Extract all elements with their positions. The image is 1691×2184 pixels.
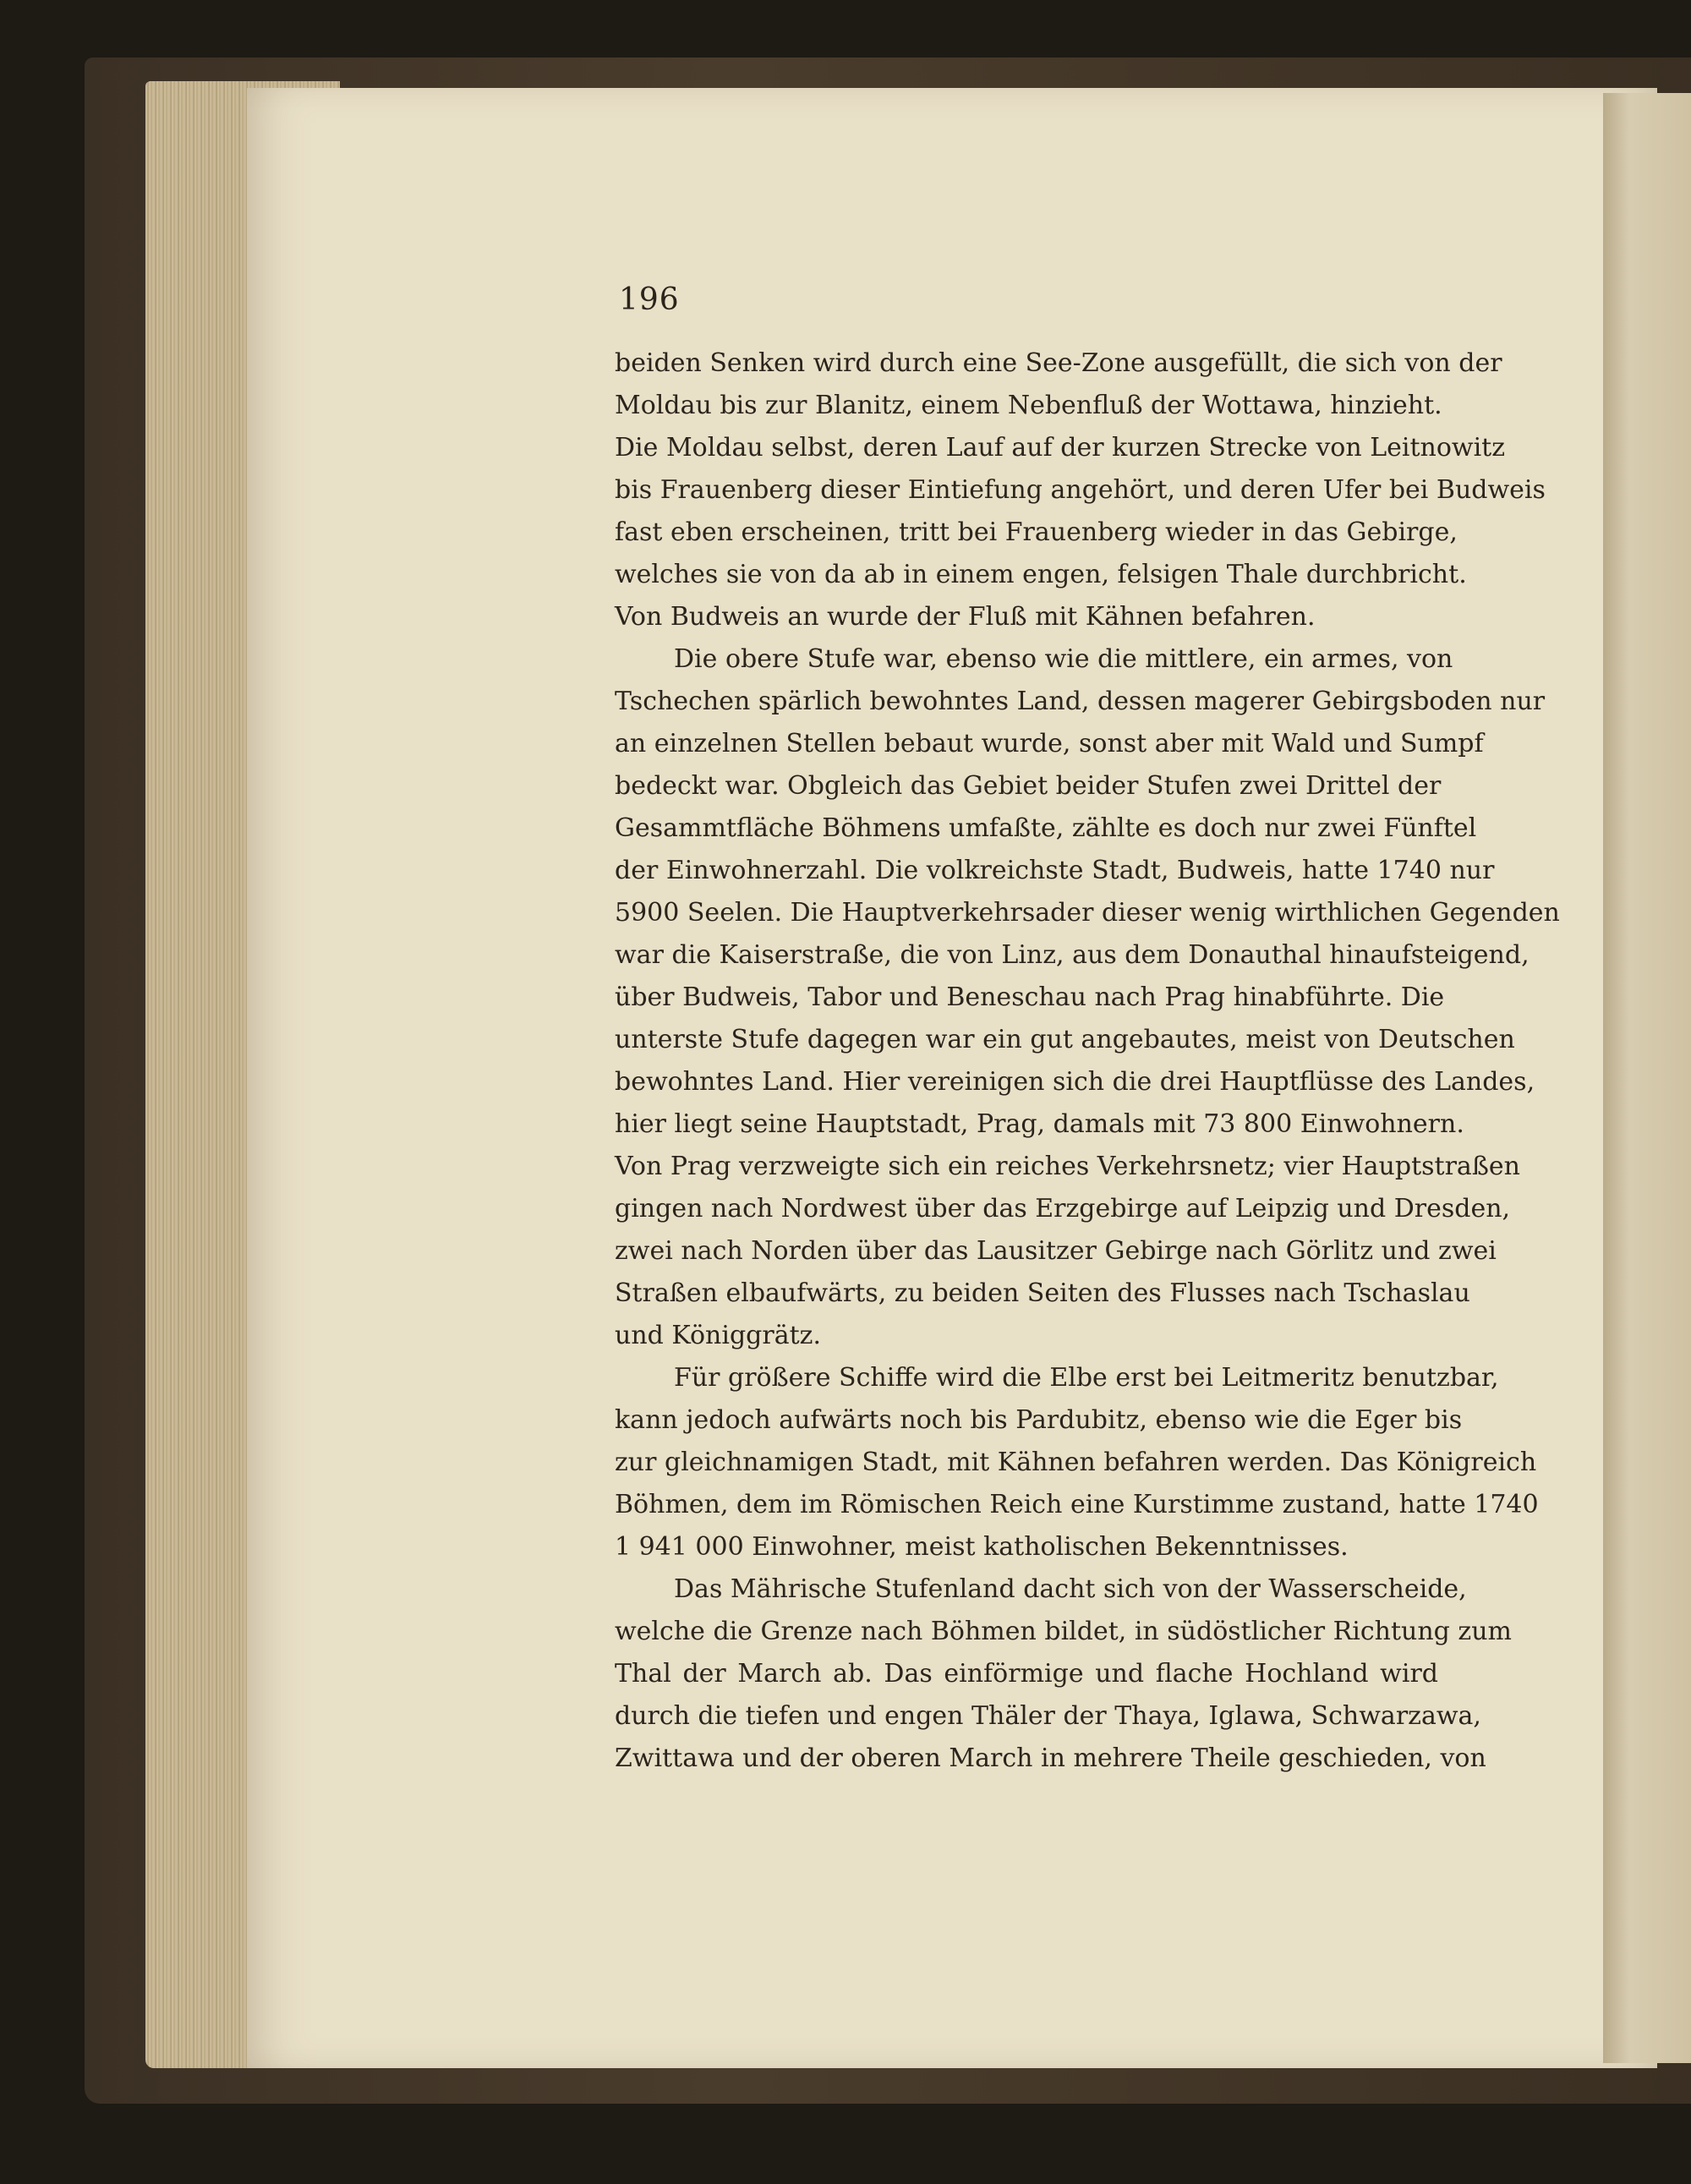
text-line: und Königgrätz. [615,1321,821,1350]
paragraph [615,342,1546,638]
text-line: Für größere Schiffe wird die Elbe erst bei Leitmeritz benutzbar, [674,1363,1499,1393]
text-line: 5900 Seelen. Die Hauptverkehrsader dieser wenig wirthlichen Gegenden [615,898,1560,928]
text-line: Tschechen spärlich bewohntes Land, dessen magerer Gebirgsboden nur [615,687,1546,716]
text-line: zwei nach Norden über das Lausitzer Gebirge nach Görlitz und zwei [615,1236,1497,1266]
text-line: bis Frauenberg dieser Eintiefung angehört, und deren Ufer bei Budweis [615,475,1546,505]
text-line: Böhmen, dem im Römischen Reich eine Kurstimme zustand, hatte 1740 [615,1490,1539,1519]
text-line: Die obere Stufe war, ebenso wie die mittlere, ein armes, von [674,644,1453,674]
text-line: Das Mährische Stufenland dacht sich von der Wasserscheide, [674,1574,1467,1604]
text-line: unterste Stufe dagegen war ein gut angebautes, meist von Deutschen [615,1025,1515,1054]
text-line: bedeckt war. Obgleich das Gebiet beider Stufen zwei Drittel der [615,771,1442,801]
text-line: Zwittawa und der oberen March in mehrere Theile geschieden, von [615,1743,1486,1773]
text-line: fast eben erscheinen, tritt bei Frauenberg wieder in das Gebirge, [615,517,1458,547]
text-line: Gesammtfläche Böhmens umfaßte, zählte es doch nur zwei Fünftel [615,813,1477,843]
text-line: Von Budweis an wurde der Fluß mit Kähnen befahren. [615,602,1316,632]
paragraph [615,638,1560,1357]
text-line: welche die Grenze nach Böhmen bildet, in südöstlicher Richtung zum [615,1617,1512,1646]
facing-page-edge [1603,93,1691,2063]
text-line: beiden Senken wird durch eine See-Zone ausgefüllt, die sich von der [615,348,1502,378]
text-line: gingen nach Nordwest über das Erzgebirge auf Leipzig und Dresden, [615,1194,1511,1223]
text-line: durch die tiefen und engen Thäler der Thaya, Iglawa, Schwarzawa, [615,1701,1481,1731]
text-line: zur gleichnamigen Stadt, mit Kähnen befahren werden. Das Königreich [615,1448,1537,1477]
text-line: war die Kaiserstraße, die von Linz, aus dem Donauthal hinaufsteigend, [615,940,1530,970]
text-line: kann jedoch aufwärts noch bis Pardubitz, ebenso wie die Eger bis [615,1405,1463,1435]
text-line: Thal der March ab. Das einförmige und flache Hochland wird [615,1659,1438,1689]
text-line: welches sie von da ab in einem engen, felsigen Thale durchbricht. [615,560,1467,589]
page-number: 196 [619,282,680,317]
paragraph [615,1568,1512,1780]
text-line: der Einwohnerzahl. Die volkreichste Stadt, Budweis, hatte 1740 nur [615,856,1495,885]
text-line: Von Prag verzweigte sich ein reiches Verkehrsnetz; vier Hauptstraßen [615,1152,1520,1181]
text-line: bewohntes Land. Hier vereinigen sich die drei Hauptflüsse des Landes, [615,1067,1535,1097]
text-line: hier liegt seine Hauptstadt, Prag, damals mit 73 800 Einwohnern. [615,1109,1464,1139]
text-line: 1 941 000 Einwohner, meist katholischen Bekenntnisses. [615,1532,1349,1562]
text-line: an einzelnen Stellen bebaut wurde, sonst aber mit Wald und Sumpf [615,729,1484,758]
text-line: Moldau bis zur Blanitz, einem Nebenfluß der Wottawa, hinzieht. [615,391,1442,420]
body-text [615,342,1560,1780]
text-line: Die Moldau selbst, deren Lauf auf der kurzen Strecke von Leitnowitz [615,433,1506,463]
text-line: Straßen elbaufwärts, zu beiden Seiten des Flusses nach Tschaslau [615,1278,1470,1308]
text-line: über Budweis, Tabor und Beneschau nach Prag hinabführte. Die [615,983,1445,1012]
paragraph [615,1357,1539,1568]
